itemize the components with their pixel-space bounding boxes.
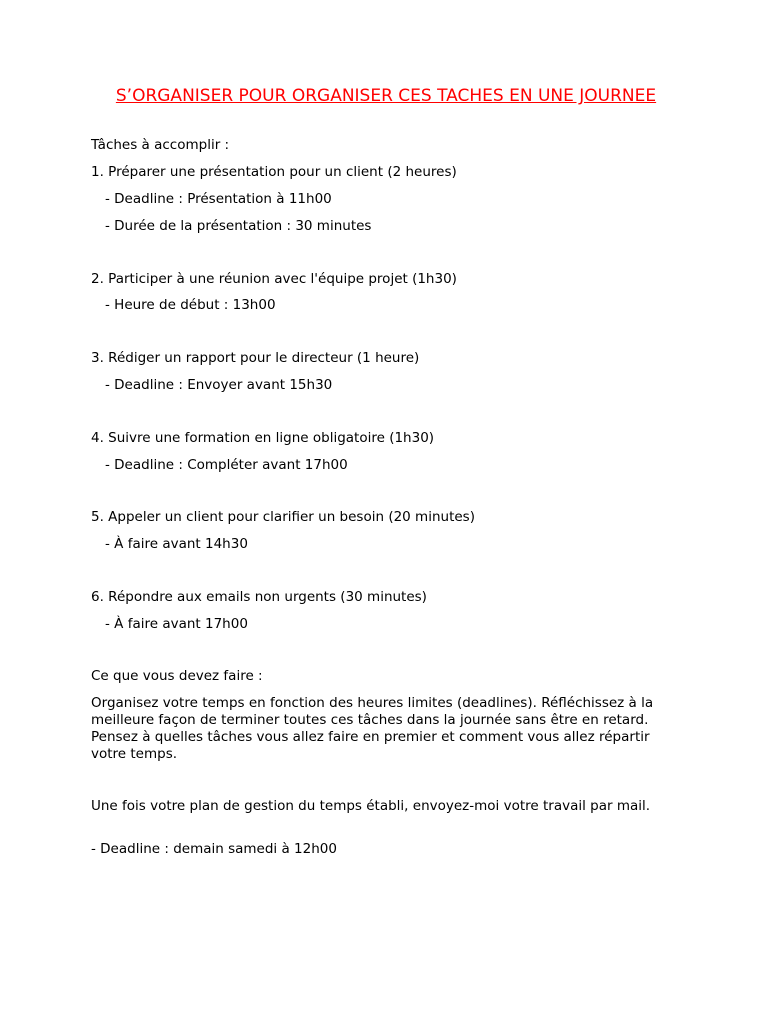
tasks-intro: Tâches à accomplir : — [91, 137, 230, 153]
task-4-detail-1: - Deadline : Compléter avant 17h00 — [105, 457, 348, 473]
task-3-heading: 3. Rédiger un rapport pour le directeur (1 heure) — [91, 350, 420, 366]
task-5-detail-1: - À faire avant 14h30 — [105, 536, 248, 552]
task-6-detail-1: - À faire avant 17h00 — [105, 616, 248, 632]
task-1-heading: 1. Préparer une présentation pour un client (2 heures) — [91, 164, 457, 180]
task-2-heading: 2. Participer à une réunion avec l'équipe projet (1h30) — [91, 271, 457, 287]
closing-paragraph: Une fois votre plan de gestion du temps établi, envoyez-moi votre travail par mail. — [91, 798, 651, 814]
task-2-detail-1: - Heure de début : 13h00 — [105, 297, 276, 313]
document-title: S’ORGANISER POUR ORGANISER CES TACHES EN UNE JOURNEE — [115, 86, 657, 106]
task-6-heading: 6. Répondre aux emails non urgents (30 minutes) — [91, 589, 427, 605]
final-deadline: - Deadline : demain samedi à 12h00 — [91, 841, 337, 857]
instructions-heading: Ce que vous devez faire : — [91, 668, 263, 684]
task-1-detail-1: - Deadline : Présentation à 11h00 — [105, 191, 332, 207]
task-4-heading: 4. Suivre une formation en ligne obligatoire (1h30) — [91, 430, 435, 446]
task-3-detail-1: - Deadline : Envoyer avant 15h30 — [105, 377, 333, 393]
task-1-detail-2: - Durée de la présentation : 30 minutes — [105, 218, 372, 234]
instructions-paragraph: Organisez votre temps en fonction des heures limites (deadlines). Réfléchissez à la meilleure façon de terminer toutes ces tâches dans la journée sans être en retard. Pensez à quelles tâches vous allez faire en premier et comment vous allez répartir votre temps. — [91, 695, 654, 762]
task-5-heading: 5. Appeler un client pour clarifier un besoin (20 minutes) — [91, 509, 475, 525]
